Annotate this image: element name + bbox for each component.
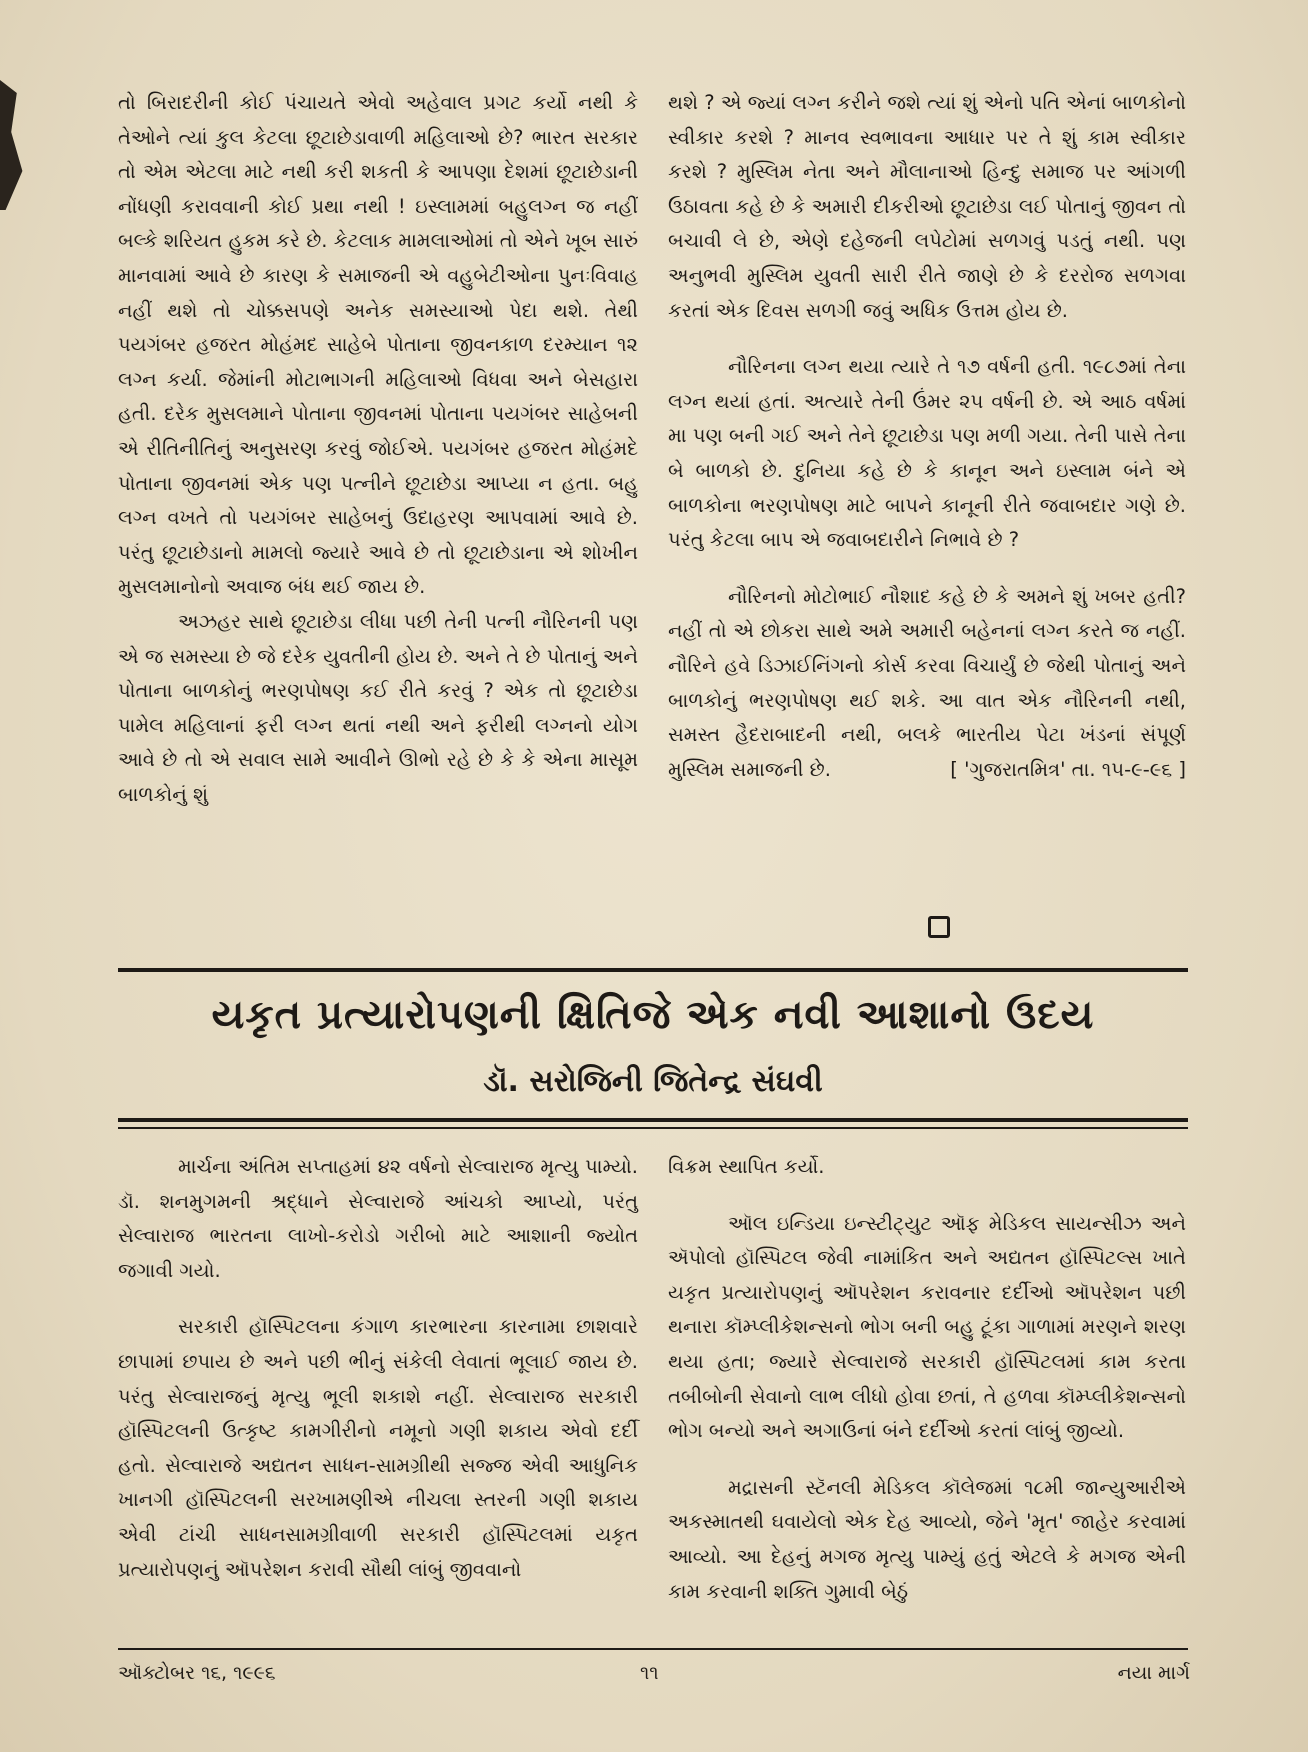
divider-rule xyxy=(118,1118,1188,1122)
article1-paragraph xyxy=(668,580,1186,788)
article1-paragraph: તો બિરાદરીની કોઈ પંચાયતે એવો અહેવાલ પ્રગટ કર્યો નથી કે તેઓને ત્યાં કુલ કેટલા છૂટાછેડાવાળી મહિલાઓ છે? ભારત સરકાર તો એમ એટલા માટે નથી કરી શકતી કે આપણા દેશમાં છૂટાછેડાની નોંધણી કરાવવાની કોઈ પ્રથા નથી ! ઇસ્લામમાં બહુલગ્ન જ નહીં બલ્કે શરિયત હુકમ કરે છે. કેટલાક મામલાઓમાં તો એને ખૂબ સારું માનવામાં આવે છે કારણ કે સમાજની એ વહુબેટીઓના પુનઃવિવાહ નહીં થશે તો ચોક્કસપણે અનેક સમસ્યાઓ પેદા થશે. તેથી પયગંબર હજરત મોહંમદ સાહેબે પોતાના જીવનકાળ દરમ્યાન ૧૨ લગ્ન કર્યા. જેમાંની મોટાભાગની મહિલાઓ વિધવા અને બેસહારા હતી. દરેક મુસલમાને પોતાના જીવનમાં પોતાના પયગંબર સાહેબની એ રીતિનીતિનું અનુસરણ કરવું જોઈએ. પયગંબર હજરત મોહંમદે પોતાના જીવનમાં એક પણ પત્નીને છૂટાછેડા આપ્યા ન હતા. બહુ લગ્ન વખતે તો પયગંબર સાહેબનું ઉદાહરણ આપવામાં આવે છે. પરંતુ છૂટાછેડાનો મામલો જ્યારે આવે છે તો છૂટાછેડાના એ શોખીન મુસલમાનોનો અવાજ બંધ થઈ જાય છે. xyxy=(118,91,638,599)
footer-rule xyxy=(118,1648,1188,1650)
article-author: ડૉ. સરોજિની જિતેન્દ્ર સંઘવી xyxy=(483,1064,823,1099)
publication-name: નયા માર્ગ xyxy=(1117,1662,1190,1684)
footer-date: ઑક્ટોબર ૧૬, ૧૯૯૬ xyxy=(118,1662,276,1684)
torn-edge xyxy=(0,80,28,210)
divider-rule xyxy=(118,968,1188,972)
article1-paragraph: નૌરિનના લગ્ન થયા ત્યારે તે ૧૭ વર્ષની હતી. ૧૯૮૭માં તેના લગ્ન થયાં હતાં. અત્યારે તેની ઉંમર ૨૫ વર્ષની છે. એ આઠ વર્ષમાં મા પણ બની ગઈ અને તેને છૂટાછેડા પણ મળી ગયા. તેની પાસે તેના બે બાળકો છે. દુનિયા કહે છે કે કાનૂન અને ઇસ્લામ બંને એ બાળકોના ભરણપોષણ માટે બાપને કાનૂની રીતે જવાબદાર ગણે છે. પરંતુ કેટલા બાપ એ જવાબદારીને નિભાવે છે ? xyxy=(668,355,1186,552)
article1-paragraph: અઝહર સાથે છૂટાછેડા લીધા પછી તેની પત્ની નૌરિનની પણ એ જ સમસ્યા છે જે દરેક યુવતીની હોય છે. અને તે છે પોતાનું અને પોતાના બાળકોનું ભરણપોષણ કઈ રીતે કરવું ? એક તો છૂટાછેડા પામેલ મહિલાનાં ફરી લગ્ન થતાં નથી અને ફરીથી લગ્નનો યોગ આવે છે તો એ સવાલ સામે આવીને ઊભો રહે છે કે કે એના માસૂમ બાળકોનું શું xyxy=(118,609,638,806)
article2-paragraph: સરકારી હૉસ્પિટલના કંગાળ કારભારના કારનામા છાશવારે છાપામાં છપાય છે અને પછી ભીનું સંકેલી લેવાતાં ભૂલાઈ જાય છે. પરંતુ સેલ્વારાજનું મૃત્યુ ભૂલી શકાશે નહીં. સેલ્વારાજ સરકારી હૉસ્પિટલની ઉત્કૃષ્ટ કામગીરીનો નમૂનો ગણી શકાય એવો દર્દી હતો. સેલ્વારાજે અદ્યતન સાધન-સામગ્રીથી સજ્જ એવી આધુનિક ખાનગી હૉસ્પિટલની સરખામણીએ નીચલા સ્તરની ગણી શકાય એવી ટાંચી સાધનસામગ્રીવાળી સરકારી હૉસ્પિટલમાં યકૃત પ્રત્યારોપણનું ઑપરેશન કરાવી સૌથી લાંબું જીવવાનો xyxy=(118,1315,638,1581)
article1-last-paragraph-text: નૌરિનનો મોટોભાઈ નૌશાદ કહે છે કે અમને શું ખબર હતી? નહીં તો એ છોકરા સાથે અમે અમારી બહેનનાં લગ્ન કરતે જ નહીં. નૌરિને હવે ડિઝાઈનિંગનો કોર્સ કરવા વિચાર્યું છે જેથી પોતાનું અને બાળકોનું ભરણપોષણ થઈ શકે. આ વાત એક નૌરિનની નથી, સમસ્ત હૈદરાબાદની નથી, બલકે ભારતીય પેટા ખંડનાં સંપૂર્ણ મુસ્લિમ સમાજની છે. xyxy=(668,584,1186,781)
article2-paragraph: ઑલ ઇન્ડિયા ઇન્સ્ટીટ્યુટ ઑફ મેડિકલ સાયન્સીઝ અને ઍપોલો હૉસ્પિટલ જેવી નામાંકિત અને અદ્યતન હૉસ્પિટલ્સ ખાતે યકૃત પ્રત્યારોપણનું ઑપરેશન કરાવનાર દર્દીઓ ઑપરેશન પછી થનારા કૉમ્પ્લીકેશન્સનો ભોગ બની બહુ ટૂંકા ગાળામાં મરણને શરણ થયા હતા; જ્યારે સેલ્વારાજે સરકારી હૉસ્પિટલમાં કામ કરતા તબીબોની સેવાનો લાભ લીધો હોવા છતાં, તે હળવા કૉમ્પ્લીકેશન્સનો ભોગ બન્યો અને અગાઉનાં બંને દર્દીઓ કરતાં લાંબું જીવ્યો. xyxy=(668,1211,1186,1443)
page-number: ૧૧ xyxy=(640,1662,659,1684)
divider-rule xyxy=(118,1127,1188,1129)
article2-paragraph: માર્ચના અંતિમ સપ્તાહમાં ૪૨ વર્ષનો સેલ્વારાજ મૃત્યુ પામ્યો. ડૉ. શનમુગમની શ્રદ્ધાને સેલ્વારાજે આંચકો આપ્યો, પરંતુ સેલ્વારાજ ભારતના લાખો-કરોડો ગરીબો માટે આશાની જ્યોત જગાવી ગયો. xyxy=(118,1155,638,1282)
article1-right-column xyxy=(668,86,1186,787)
article2-paragraph: વિક્રમ સ્થાપિત કર્યો. xyxy=(668,1155,825,1178)
article2-paragraph: મદ્રાસની સ્ટૅનલી મેડિકલ કૉલેજમાં ૧૮મી જાન્યુઆરીએ અકસ્માતથી ઘવાયેલો એક દેહ આવ્યો, જેને 'મૃત' જાહેર કરવામાં આવ્યો. આ દેહનું મગજ મૃત્યુ પામ્યું હતું એટલે કે મગજ એની કામ કરવાની શક્તિ ગુમાવી બેઠું xyxy=(668,1475,1186,1603)
end-of-article-mark xyxy=(928,916,950,938)
source-citation: [ 'ગુજરાતમિત્ર' તા. ૧૫-૯-૯૬ ] xyxy=(950,757,1186,781)
article2-left-column xyxy=(118,1150,638,1587)
article1-left-column xyxy=(118,86,638,812)
article-title: યકૃત પ્રત્યારોપણની ક્ષિતિજે એક નવી આશાનો ઉદય xyxy=(211,992,1095,1038)
article2-right-column xyxy=(668,1150,1186,1609)
article1-paragraph: થશે ? એ જ્યાં લગ્ન કરીને જશે ત્યાં શું એનો પતિ એનાં બાળકોનો સ્વીકાર કરશે ? માનવ સ્વભાવના આધાર પર તે શું કામ સ્વીકાર કરશે ? મુસ્લિમ નેતા અને મૌલાનાઓ હિન્દુ સમાજ પર આંગળી ઉઠાવતા કહે છે કે અમારી દીકરીઓ છૂટાછેડા લઈ પોતાનું જીવન તો બચાવી લે છે, એણે દહેજની લપેટોમાં સળગવું પડતું નથી. પણ અનુભવી મુસ્લિમ યુવતી સારી રીતે જાણે છે કે દરરોજ સળગવા કરતાં એક દિવસ સળગી જવું અધિક ઉત્તમ હોય છે. xyxy=(668,91,1186,322)
